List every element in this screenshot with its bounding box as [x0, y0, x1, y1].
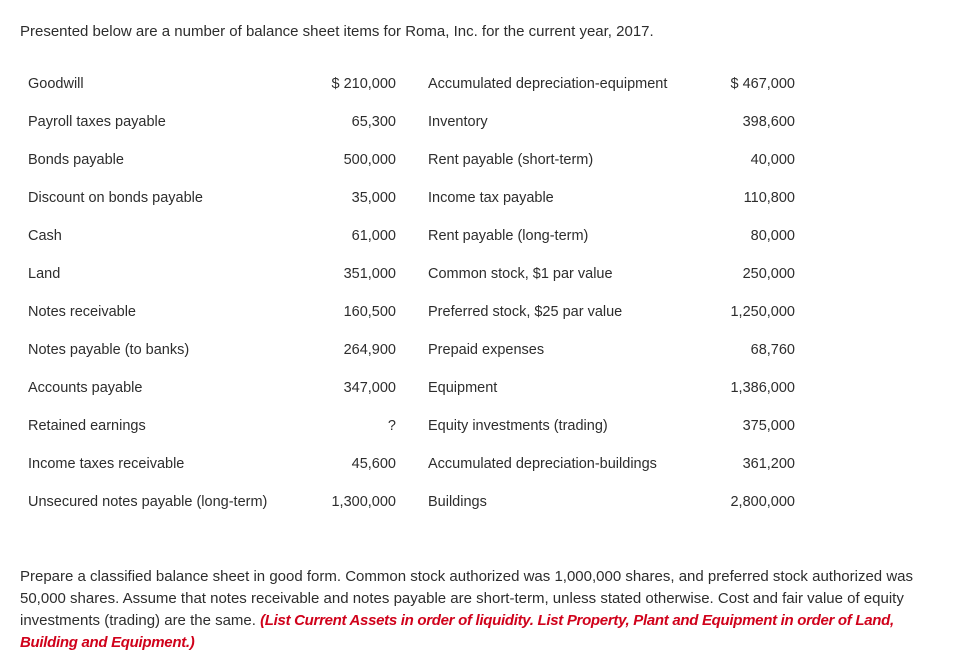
- item-name: Goodwill: [28, 76, 84, 92]
- item-name: Equipment: [428, 380, 498, 396]
- item-value: $ 210,000: [331, 76, 396, 92]
- item-name: Cash: [28, 228, 62, 244]
- instructions-text: Prepare a classified balance sheet in good form. Common stock authorized was 1,000,000 shares, and preferred stock authorized was 50,000 shares. Assume that notes receivable and notes payable are short-term, unless stated otherwise. Cost and fair value of equity investments (trading) are the same.: [20, 568, 913, 629]
- table-row: [22, 255, 795, 293]
- item-name: Income taxes receivable: [28, 456, 185, 472]
- item-value: 500,000: [343, 152, 396, 168]
- item-value: 35,000: [351, 190, 396, 206]
- item-name: Buildings: [428, 494, 487, 510]
- table-row: [22, 141, 795, 179]
- item-value: 398,600: [742, 114, 795, 130]
- item-value: $ 467,000: [730, 76, 795, 92]
- item-value: 61,000: [351, 228, 396, 244]
- table-row: [22, 407, 795, 445]
- item-name: Accounts payable: [28, 380, 143, 396]
- problem-intro: Presented below are a number of balance sheet items for Roma, Inc. for the current year, 2017.: [20, 23, 654, 40]
- item-value: 45,600: [351, 456, 396, 472]
- table-row: [22, 103, 795, 141]
- item-name: Preferred stock, $25 par value: [428, 304, 623, 320]
- item-name: Notes payable (to banks): [28, 342, 190, 358]
- item-value: 1,300,000: [331, 494, 396, 510]
- item-name: Discount on bonds payable: [28, 190, 203, 206]
- item-name: Payroll taxes payable: [28, 114, 166, 130]
- item-value: 80,000: [750, 228, 795, 244]
- item-value: 2,800,000: [730, 494, 795, 510]
- item-value: 160,500: [343, 304, 396, 320]
- item-name: Prepaid expenses: [428, 342, 545, 358]
- item-value: 1,386,000: [730, 380, 795, 396]
- item-value: 250,000: [742, 266, 795, 282]
- item-value: ?: [387, 418, 396, 434]
- item-value: 361,200: [742, 456, 795, 472]
- item-value: 264,900: [343, 342, 396, 358]
- item-name: Income tax payable: [428, 190, 554, 206]
- item-name: Rent payable (long-term): [428, 228, 589, 244]
- table-row: [22, 65, 795, 103]
- item-name: Accumulated depreciation-equipment: [428, 76, 668, 92]
- item-value: 375,000: [742, 418, 795, 434]
- item-value: 351,000: [343, 266, 396, 282]
- item-name: Notes receivable: [28, 304, 136, 320]
- balance-sheet-items-table: [22, 65, 795, 521]
- item-name: Rent payable (short-term): [428, 152, 594, 168]
- table-row: [22, 293, 795, 331]
- item-value: 347,000: [343, 380, 396, 396]
- item-value: 68,760: [750, 342, 795, 358]
- table-row: [22, 331, 795, 369]
- table-row: [22, 179, 795, 217]
- item-name: Equity investments (trading): [428, 418, 608, 434]
- table-row: [22, 445, 795, 483]
- item-name: Common stock, $1 par value: [428, 266, 613, 282]
- item-name: Retained earnings: [28, 418, 146, 434]
- item-name: Accumulated depreciation-buildings: [428, 456, 657, 472]
- table-row: [22, 217, 795, 255]
- item-value: 65,300: [351, 114, 396, 130]
- item-name: Bonds payable: [28, 152, 124, 168]
- item-name: Inventory: [428, 114, 488, 130]
- instructions-paragraph: [20, 566, 945, 654]
- table-row: [22, 483, 795, 521]
- item-name: Land: [28, 266, 61, 282]
- item-value: 1,250,000: [730, 304, 795, 320]
- item-name: Unsecured notes payable (long-term): [28, 494, 268, 510]
- instructions-emphasis: (List Current Assets in order of liquidity. List Property, Plant and Equipment in order of Land, Building and Equipment.): [20, 612, 894, 651]
- item-value: 110,800: [743, 190, 795, 206]
- item-value: 40,000: [750, 152, 795, 168]
- table-row: [22, 369, 795, 407]
